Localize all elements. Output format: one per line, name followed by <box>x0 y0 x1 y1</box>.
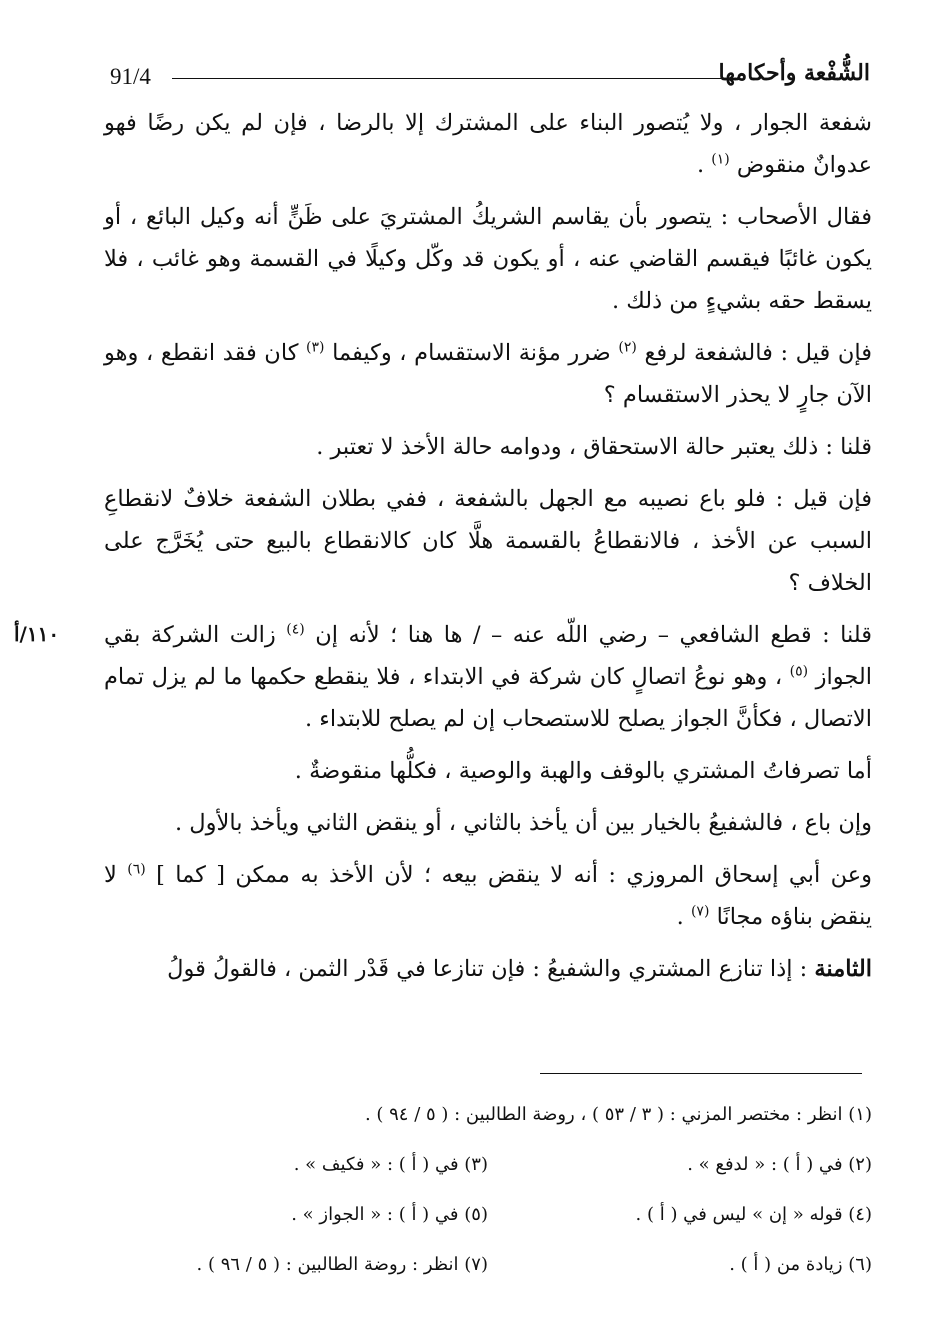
paragraph-text: قلنا : ذلك يعتبر حالة الاستحقاق ، ودوامه حالة الأخذ لا تعتبر . <box>316 434 872 460</box>
footnote-1: (١) انظر : مختصر المزني : ( ٣ / ٥٣ ) ، روضة الطالبين : ( ٥ / ٩٤ ) . <box>364 1104 872 1125</box>
paragraph-text: كان فقد انقطع ، وهو الآن جارٍ لا يحذر الاستقسام ؟ <box>104 340 872 408</box>
footnote-ref-1[interactable]: (١) <box>711 151 730 168</box>
footnote-ref-4[interactable]: (٤) <box>286 621 305 638</box>
footnote-2: (٢) في ( أ ) : « لدفع » . <box>687 1154 872 1175</box>
main-text <box>104 102 872 990</box>
footnote-ref-7[interactable]: (٧) <box>690 903 710 920</box>
paragraph-text: لا ينقض بناؤه مجانًا <box>104 862 872 930</box>
footnote-rule <box>540 1073 862 1074</box>
paragraph-6 <box>104 614 872 740</box>
footnote-row <box>104 1240 872 1290</box>
section-heading: الثامنة <box>814 956 872 982</box>
footnote-3: (٣) في ( أ ) : « فكيف » . <box>293 1154 488 1175</box>
paragraph-text: وعن أبي إسحاق المروزي : أنه لا ينقض بيعه ؛ لأن الأخذ به ممكن [ كما ] <box>156 862 872 888</box>
paragraph-end: . <box>696 152 712 178</box>
paragraph-text: قلنا : قطع الشافعي – رضي اللّه عنه – / ها هنا ؛ لأنه إن <box>315 622 872 648</box>
paragraph-3 <box>104 332 872 416</box>
footnote-6: (٦) زيادة من ( أ ) . <box>729 1254 872 1275</box>
paragraph-4 <box>104 426 872 468</box>
footnote-7: (٧) انظر : روضة الطالبين : ( ٥ / ٩٦ ) . <box>196 1254 488 1275</box>
book-title: الشُّفْعة وأحكامها <box>718 60 870 86</box>
footnote-4: (٤) قوله « إن » ليس في ( أ ) . <box>635 1204 872 1225</box>
footnote-ref-3[interactable]: (٣) <box>306 339 325 356</box>
paragraph-text: : إذا تنازع المشتري والشفيعُ : فإن تنازعا في قَدْر الثمن ، فالقولُ قولُ <box>167 956 815 982</box>
paragraph-text: فإن قيل : فلو باع نصيبه مع الجهل بالشفعة ، ففي بطلان الشفعة خلافٌ لانقطاعِ السبب عن الأخذ ، فالانقطاعُ بالقسمة هلَّا كان كالانقطاع بالبيع حتى يُخَرَّج على الخلاف ؟ <box>104 486 872 596</box>
footnotes <box>104 1090 872 1290</box>
paragraph-text: وإن باع ، فالشفيعُ بالخيار بين أن يأخذ بالثاني ، أو ينقض الثاني ويأخذ بالأول . <box>174 810 872 836</box>
folio-margin-note: ١١٠/أ <box>14 622 60 646</box>
paragraph-text: زالت الشركة بقي الجواز <box>104 622 873 690</box>
paragraph-text: ضرر مؤنة الاستقسام ، وكيفما <box>332 340 619 366</box>
paragraph-8 <box>104 802 872 844</box>
footnote-row <box>104 1090 872 1140</box>
footnote-row <box>104 1140 872 1190</box>
footnote-ref-6[interactable]: (٦) <box>127 861 146 878</box>
paragraph-1 <box>104 102 872 186</box>
paragraph-text: أما تصرفاتُ المشتري بالوقف والهبة والوصية ، فكلُّها منقوضةٌ . <box>294 758 872 784</box>
paragraph-2 <box>104 196 872 322</box>
paragraph-9 <box>104 854 872 938</box>
paragraph-text: شفعة الجوار ، ولا يُتصور البناء على المشترك إلا بالرضا ، فإن لم يكن رضًا فهو عدوانٌ منقوض <box>104 110 872 178</box>
footnote-5: (٥) في ( أ ) : « الجواز » . <box>291 1204 488 1225</box>
paragraph-7 <box>104 750 872 792</box>
header-rule <box>172 78 728 79</box>
paragraph-end: . <box>676 904 691 930</box>
page-number: 91/4 <box>110 64 151 89</box>
paragraph-10 <box>104 948 872 990</box>
footnote-ref-5[interactable]: (٥) <box>789 663 809 680</box>
paragraph-text: فإن قيل : فالشفعة لرفع <box>644 340 872 366</box>
paragraph-text: فقال الأصحاب : يتصور بأن يقاسم الشريكُ المشتريَ على ظَنٍّ أنه وكيل البائع ، أو يكون غائبًا فيقسم القاضي عنه ، أو يكون قد وكّل وكيلًا في القسمة وهو غائب ، فلا يسقط حقه بشيءٍ من ذلك . <box>104 204 872 314</box>
paragraph-5 <box>104 478 872 604</box>
footnote-row <box>104 1190 872 1240</box>
footnote-ref-2[interactable]: (٢) <box>618 339 637 356</box>
paragraph-text: ، وهو نوعُ اتصالٍ كان شركة في الابتداء ، فلا ينقطع حكمها ما لم يزل تمام الاتصال ، فكأنَّ الجواز يصلح للاستصحاب إن لم يصلح للابتداء . <box>104 664 872 732</box>
running-header <box>110 56 870 96</box>
